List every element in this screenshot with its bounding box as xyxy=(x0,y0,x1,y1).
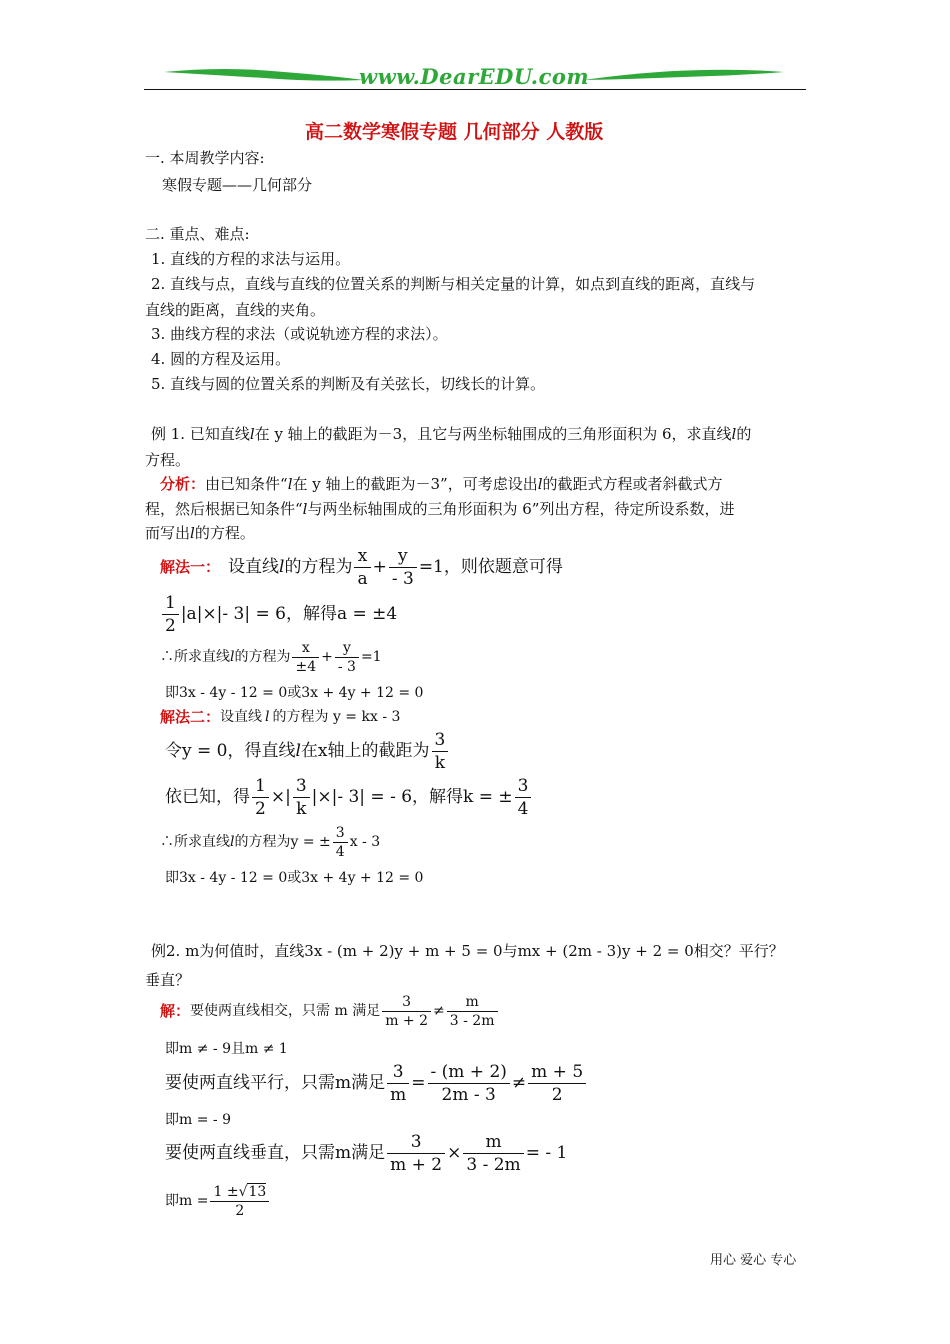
section1-heading: 一. 本周教学内容: xyxy=(145,149,265,167)
fraction-m-over-3-minus-2m-big: $\frac{m}{3 - 2m}$ xyxy=(463,1131,523,1176)
ex1-solution2-line4: ∴所求直线 l 的方程为y = ± $\frac{3}{4}$ x - 3 xyxy=(160,824,381,860)
fraction-3-over-4: $\frac{3}{4}$ xyxy=(515,775,532,820)
section2-item-2a: 2. 直线与点，直线与直线的位置关系的判断与相关定量的计算，如点到直线的距离，直线与 xyxy=(151,275,756,293)
fraction-m-over-3-minus-2m: $\frac{m}{3 - 2m}$ xyxy=(447,993,498,1030)
ex1-solution2-line3: 依已知，得 $\frac{1}{2}$ ×| $\frac{3}{k}$ |×|- 3| = - 6，解得k = ± $\frac{3}{4}$ xyxy=(165,774,533,820)
fraction-one-pm-sqrt13-over-2: $\frac{1 \pm√13}{2}$ xyxy=(210,1183,269,1220)
ex2-solution-line5: 要使两直线垂直，只需m满足 $\frac{3}{m + 2}$ × $\frac{m}{3 - 2m}$ = - 1 xyxy=(165,1131,568,1175)
fraction-one-half-2: $\frac{1}{2}$ xyxy=(252,775,269,820)
ex1-analysis-line1: 分析：由已知条件“l在 y 轴上的截距为－3”，可考虑设出l的截距式方程或者斜截式方 xyxy=(160,475,723,493)
fraction-3-over-m-plus-2-big: $\frac{3}{m + 2}$ xyxy=(387,1131,445,1176)
section2-item-4: 4. 圆的方程及运用。 xyxy=(151,350,291,368)
header-swoosh-right xyxy=(584,62,784,92)
ex2-question-line2: 垂直？ xyxy=(145,971,191,989)
fraction-3-over-m: $\frac{3}{m}$ xyxy=(387,1061,409,1106)
ex2-solution-line1: 解： 要使两直线相交，只需 m 满足 $\frac{3}{m + 2}$ ≠ $\frac{m}{3 - 2m}$ xyxy=(160,990,500,1032)
section1-content: 寒假专题——几何部分 xyxy=(162,176,313,194)
ex1-solution2-line2: 令y = 0，得直线 l 在x轴上的截距为 $\frac{3}{k}$ xyxy=(165,728,450,774)
section2-item-2b: 直线的距离，直线的夹角。 xyxy=(145,301,326,319)
ex1-solution1-result: 即3x - 4y - 12 = 0或3x + 4y + 12 = 0 xyxy=(165,685,424,701)
fraction-x-over-a: $\frac{x}{a}$ xyxy=(354,545,370,590)
fraction-3-over-m-plus-2: $\frac{3}{m + 2}$ xyxy=(382,993,431,1030)
ex1-solution1-line3: ∴所求直线 l 的方程为 $\frac{x}{\pm 4}$ + $\frac{y}{- 3}$ =1 xyxy=(160,639,382,675)
section2-item-5: 5. 直线与圆的位置关系的判断及有关弦长，切线长的计算。 xyxy=(151,375,546,393)
fraction-3-over-k-2: $\frac{3}{k}$ xyxy=(293,775,310,820)
page-footer: 用心 爱心 专心 xyxy=(710,1253,797,1268)
header-banner xyxy=(144,62,806,92)
header-swoosh-left xyxy=(164,62,364,92)
ex1-solution1-line2: $\frac{1}{2}$ |a|×|- 3| = 6，解得a = ±4 xyxy=(160,592,397,636)
fraction-x-over-pm4: $\frac{x}{\pm 4}$ xyxy=(292,639,319,676)
ex2-solution-line4: 即m = - 9 xyxy=(165,1112,231,1128)
ex1-solution2-result: 即3x - 4y - 12 = 0或3x + 4y + 12 = 0 xyxy=(165,870,424,886)
section2-heading: 二. 重点、难点: xyxy=(145,225,250,243)
section2-item-1: 1. 直线的方程的求法与运用。 xyxy=(151,250,351,268)
fraction-y-over-neg3-small: $\frac{y}{- 3}$ xyxy=(335,639,359,676)
header-site-logo: www.DearEDU.com xyxy=(359,64,590,89)
ex2-solution-line2: 即m ≠ - 9且m ≠ 1 xyxy=(165,1041,288,1057)
ex1-analysis-line2: 程，然后根据已知条件“l与两坐标轴围成的三角形面积为 6”列出方程，待定所设系数，进 xyxy=(145,500,735,518)
fraction-one-half: $\frac{1}{2}$ xyxy=(162,592,179,637)
fraction-y-over-neg3: $\frac{y}{- 3}$ xyxy=(389,545,417,590)
page-title: 高二数学寒假专题 几何部分 人教版 xyxy=(305,121,604,143)
ex2-solution-line6: 即m = $\frac{1 \pm√13}{2}$ xyxy=(165,1180,271,1222)
ex2-solution-line3: 要使两直线平行，只需m满足 $\frac{3}{m}$ = $\frac{- (m + 2)}{2m - 3}$ ≠ $\frac{m + 5}{2}$ xyxy=(165,1060,588,1106)
ex2-question-line1: 例2. m为何值时，直线3x - (m + 2)y + m + 5 = 0与mx + (2m - 3)y + 2 = 0相交？平行？ xyxy=(151,942,784,960)
header-rule xyxy=(144,89,806,90)
ex1-solution2-line1: 解法二： 设直线 l 的方程为 y = kx - 3 xyxy=(160,708,401,726)
fraction-3-over-4-small: $\frac{3}{4}$ xyxy=(333,824,348,861)
ex1-analysis-line3: 而写出l的方程。 xyxy=(145,524,255,542)
section2-item-3: 3. 曲线方程的求法（或说轨迹方程的求法）。 xyxy=(151,325,448,343)
ex1-question-line2: 方程。 xyxy=(145,451,191,469)
fraction-neg-m-plus-2: $\frac{- (m + 2)}{2m - 3}$ xyxy=(428,1061,510,1106)
ex1-question-line1: 例 1. 已知直线l在 y 轴上的截距为－3，且它与两坐标轴围成的三角形面积为 6，求直线l的 xyxy=(151,425,752,443)
ex1-solution1-line1: 解法一： 设直线 l 的方程为 $\frac{x}{a}$ + $\frac{y}{- 3}$ =1，则依题意可得 xyxy=(160,545,563,589)
fraction-m-plus-5-over-2: $\frac{m + 5}{2}$ xyxy=(528,1061,586,1106)
fraction-3-over-k: $\frac{3}{k}$ xyxy=(432,729,449,774)
